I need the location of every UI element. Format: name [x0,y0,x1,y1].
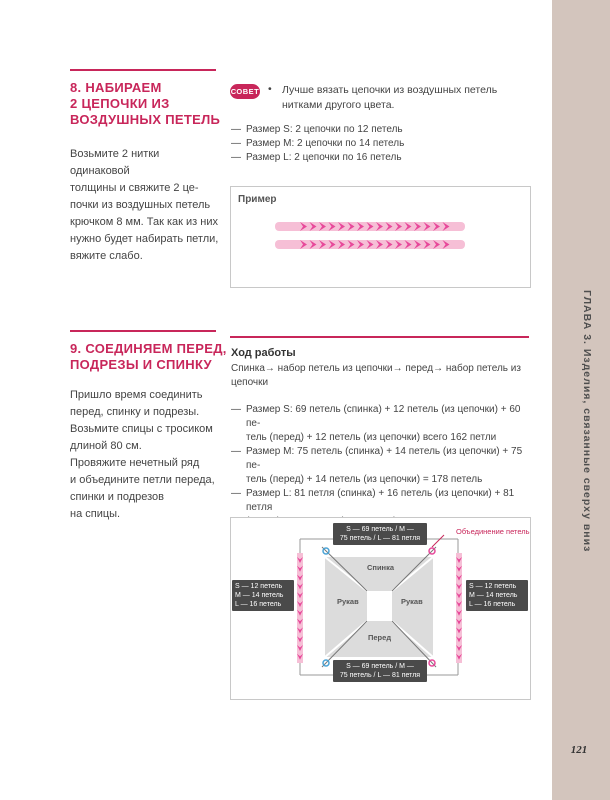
sleeve-left-label: Рукав [337,597,359,606]
list-item: — Размер S: 69 петель (спинка) + 12 петель (из цепочки) + 60 пе- тель (перед) + 12 петель (из цепочки) всего 162 петли [231,404,521,443]
section-8-heading: 8. НАБИРАЕМ 2 ЦЕПОЧКИ ИЗ ВОЗДУШНЫХ ПЕТЕЛЬ [70,80,221,127]
tip-badge: СОВЕТ [230,84,260,99]
list-item: — Размер M: 75 петель (спинка) + 14 петель (из цепочки) + 75 пе- тель (перед) + 14 петель (из цепочки) = 178 петель [231,446,523,485]
left-chain [297,553,303,663]
list-item: — Размер L: 2 цепочки по 16 петель [231,152,402,163]
bottom-count-label: S — 69 петель / M — 75 петель / L — 81 петля [333,660,427,682]
right-chain [456,553,462,663]
section-8-body: Возьмите 2 нитки одинаковой толщины и свяжите 2 це- почки из воздушных петель крючком 8 мм. Так как из них нужно будет набирать петли, вяжите слабо. [70,148,219,262]
top-count-label: S — 69 петель / M — 75 петель / L — 81 петля [333,523,427,545]
tip-bullet: • [268,83,272,95]
join-sizes-list [231,403,536,529]
neck-opening [367,591,392,621]
left-count-label: S — 12 петель M — 14 петель L — 16 петель [232,580,294,611]
work-heading: Ход работы [231,347,296,359]
list-item: — Размер S: 2 цепочки по 12 петель [231,124,403,135]
tip-text: Лучше вязать цепочки из воздушных петель нитками другого цвета. [282,84,498,111]
chain-top [275,222,465,231]
section-8-rule [70,69,216,71]
chain-illustration [270,218,470,258]
right-count-label: S — 12 петель M — 14 петель L — 16 петель [466,580,528,611]
join-callout: Объединение петель [456,527,530,536]
back-label: Спинка [367,563,395,572]
list-item: — Размер M: 2 цепочки по 14 петель [231,138,405,149]
callout-arrow [432,535,444,547]
list-item: — Размер L: 81 петля (спинка) + 16 петель (из цепочки) + 81 петля [231,488,515,513]
chain-sizes-list [231,123,531,165]
sleeve-right-label: Рукав [401,597,423,606]
front-label: Перед [368,633,392,642]
chain-bottom [275,240,465,249]
section-9-body: Пришло время соединить перед, спинку и подрезы. Возьмите спицы с тросиком длиной 80 см. Провяжите нечетный ряд и объедините петли переда, спинки и подрезов на спицы. [70,389,215,520]
example-label: Пример [238,194,277,205]
work-rule [230,336,529,338]
chapter-title: ГЛАВА 3. Изделия, связанные сверху вниз [581,290,593,553]
work-flow: Спинка→ набор петель из цепочки→ перед→ набор петель из цепочки [231,363,521,388]
section-9-rule [70,330,216,332]
section-9-heading: 9. СОЕДИНЯЕМ ПЕРЕД, ПОДРЕЗЫ И СПИНКУ [70,341,227,372]
page-number: 121 [570,744,588,756]
